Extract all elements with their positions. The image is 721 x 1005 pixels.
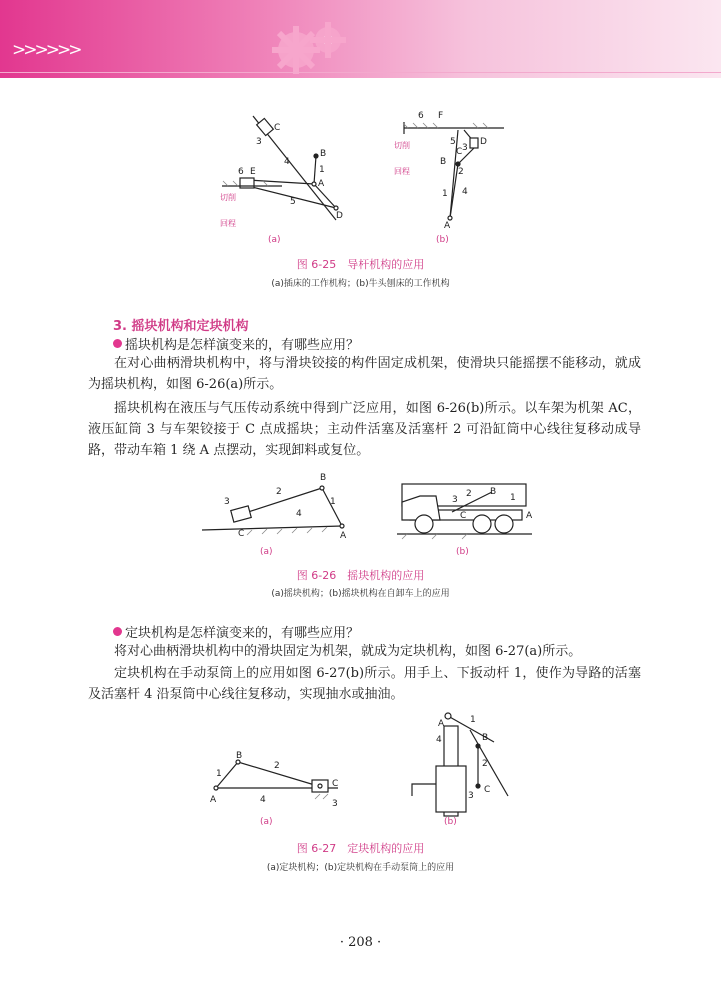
fig625-b-label-4: 4 <box>462 187 468 197</box>
fig625-a-label-d: D <box>336 211 343 221</box>
fig625-a-label-6: 6 <box>238 167 244 177</box>
fig627-b-label-2: 2 <box>482 759 488 769</box>
header-rule <box>0 72 721 73</box>
fig626-b-label-b: B <box>490 487 497 497</box>
fig627-a-label-b: B <box>236 751 243 761</box>
question-text: 定块机构是怎样演变来的，有哪些应用？ <box>125 626 360 641</box>
fig627-sub-a: (a) <box>260 817 273 827</box>
fig625-sub-a: (a) <box>268 235 281 245</box>
fig625-a-label-c: C <box>274 123 281 133</box>
fig625-a-cut-label: 切削 <box>220 193 236 202</box>
fig625-b-label-b: B <box>440 157 447 167</box>
fig625-b-label-2: 2 <box>458 167 464 177</box>
figure-6-25 <box>218 108 508 248</box>
paragraph-3: 将对心曲柄滑块机构中的滑块固定为机架，就成为定块机构，如图 6-27(a)所示。 <box>114 644 582 659</box>
fig625-a-label-b: B <box>320 149 327 159</box>
fig627-sub-b: (b) <box>444 817 457 827</box>
fig627-a-label-a: A <box>210 795 217 805</box>
fig626-b-label-a: A <box>526 511 533 521</box>
fig625-a-label-e: E <box>250 167 256 177</box>
fig625-a-label-a: A <box>318 179 325 189</box>
fig625-a-return-label: 回程 <box>220 219 236 228</box>
fig626-a-label-4: 4 <box>296 509 302 519</box>
figure-6-25-caption: 图 6-25 导杆机构的应用 <box>296 258 425 271</box>
fig627-a-label-3: 3 <box>332 799 338 809</box>
fig625-b-label-5: 5 <box>450 137 456 147</box>
page-header <box>0 0 721 78</box>
fig626-sub-a: (a) <box>260 547 273 557</box>
fig627-a-label-4: 4 <box>260 795 266 805</box>
figure-6-26-caption: 图 6-26 摇块机构的应用 <box>296 569 425 582</box>
fig626-a-label-1: 1 <box>330 497 336 507</box>
fig627-a-label-1: 1 <box>216 769 222 779</box>
fig625-b-return-label: 回程 <box>394 167 410 176</box>
figure-6-25-subcaption: (a)插床的工作机构；(b)牛头刨床的工作机构 <box>271 279 450 289</box>
paragraph-2: 摇块机构在液压与气压传动系统中得到广泛应用，如图 6-26(b)所示。以车架为机架 AC，液压缸筒 3 与车架铰接于 C 点成摇块；主动件活塞及活塞杆 2 可沿缸筒中心线往复移动成导路，带动车箱 1 绕 A 点摆动，实现卸料或复位。 <box>88 401 641 458</box>
fig626-b-label-1: 1 <box>510 493 516 503</box>
fig627-b-label-4: 4 <box>436 735 442 745</box>
figure-6-26-subcaption: (a)摇块机构；(b)摇块机构在自卸车上的应用 <box>271 589 450 599</box>
gear-icon <box>268 18 358 76</box>
figure-6-27-subcaption: (a)定块机构；(b)定块机构在手动泵筒上的应用 <box>266 863 455 873</box>
fig625-b-label-3: 3 <box>462 143 468 153</box>
fig626-sub-b: (b) <box>456 547 469 557</box>
paragraph-4: 定块机构在手动泵筒上的应用如图 6-27(b)所示。用手上、下扳动杆 1，使作为导路的活塞及活塞杆 4 沿泵筒中心线往复移动，实现抽水或抽油。 <box>88 666 641 702</box>
chevron-decoration: >>>>>> <box>12 40 80 60</box>
figure-6-26 <box>192 464 534 558</box>
fig626-a-label-a: A <box>340 531 347 541</box>
question-rocking-block <box>113 334 359 353</box>
bullet-icon <box>113 627 122 636</box>
fig625-b-label-1: 1 <box>442 189 448 199</box>
fig626-b-label-c: C <box>460 511 467 521</box>
fig625-a-label-3: 3 <box>256 137 262 147</box>
fig625-b-label-a: A <box>444 221 451 231</box>
fig625-a-label-5: 5 <box>290 197 296 207</box>
fig626-a-label-b: B <box>320 473 327 483</box>
question-fixed-block <box>113 622 359 641</box>
fig627-b-label-a: A <box>438 719 445 729</box>
fig627-b-label-b: B <box>482 733 489 743</box>
page-number: · 208 · <box>339 935 382 950</box>
fig625-b-label-c: C <box>456 147 463 157</box>
section-heading: 3. 摇块机构和定块机构 <box>113 319 249 334</box>
fig625-a-label-1: 1 <box>319 165 325 175</box>
fig625-sub-b: (b) <box>436 235 449 245</box>
fig625-b-label-f: F <box>438 111 444 121</box>
fig627-b-label-1: 1 <box>470 715 476 725</box>
fig625-b-cut-label: 切削 <box>394 141 410 150</box>
fig625-a-label-4: 4 <box>284 157 290 167</box>
figure-6-27-caption: 图 6-27 定块机构的应用 <box>296 842 425 855</box>
fig626-b-label-3: 3 <box>452 495 458 505</box>
question-text: 摇块机构是怎样演变来的，有哪些应用？ <box>125 338 360 353</box>
fig626-a-label-3: 3 <box>224 497 230 507</box>
fig626-a-label-c: C <box>238 529 245 539</box>
fig627-a-label-c: C <box>332 779 339 789</box>
fig625-b-label-6: 6 <box>418 111 424 121</box>
paragraph-1: 在对心曲柄滑块机构中，将与滑块铰接的构件固定成机架，使滑块只能摇摆不能移动，就成为摇块机构，如图 6-26(a)所示。 <box>88 356 641 392</box>
fig626-b-label-2: 2 <box>466 489 472 499</box>
fig627-b-label-3: 3 <box>468 791 474 801</box>
bullet-icon <box>113 339 122 348</box>
fig627-b-label-c: C <box>484 785 491 795</box>
fig626-a-label-2: 2 <box>276 487 282 497</box>
fig627-a-label-2: 2 <box>274 761 280 771</box>
figure-6-27 <box>208 706 514 832</box>
fig625-b-label-d: D <box>480 137 487 147</box>
